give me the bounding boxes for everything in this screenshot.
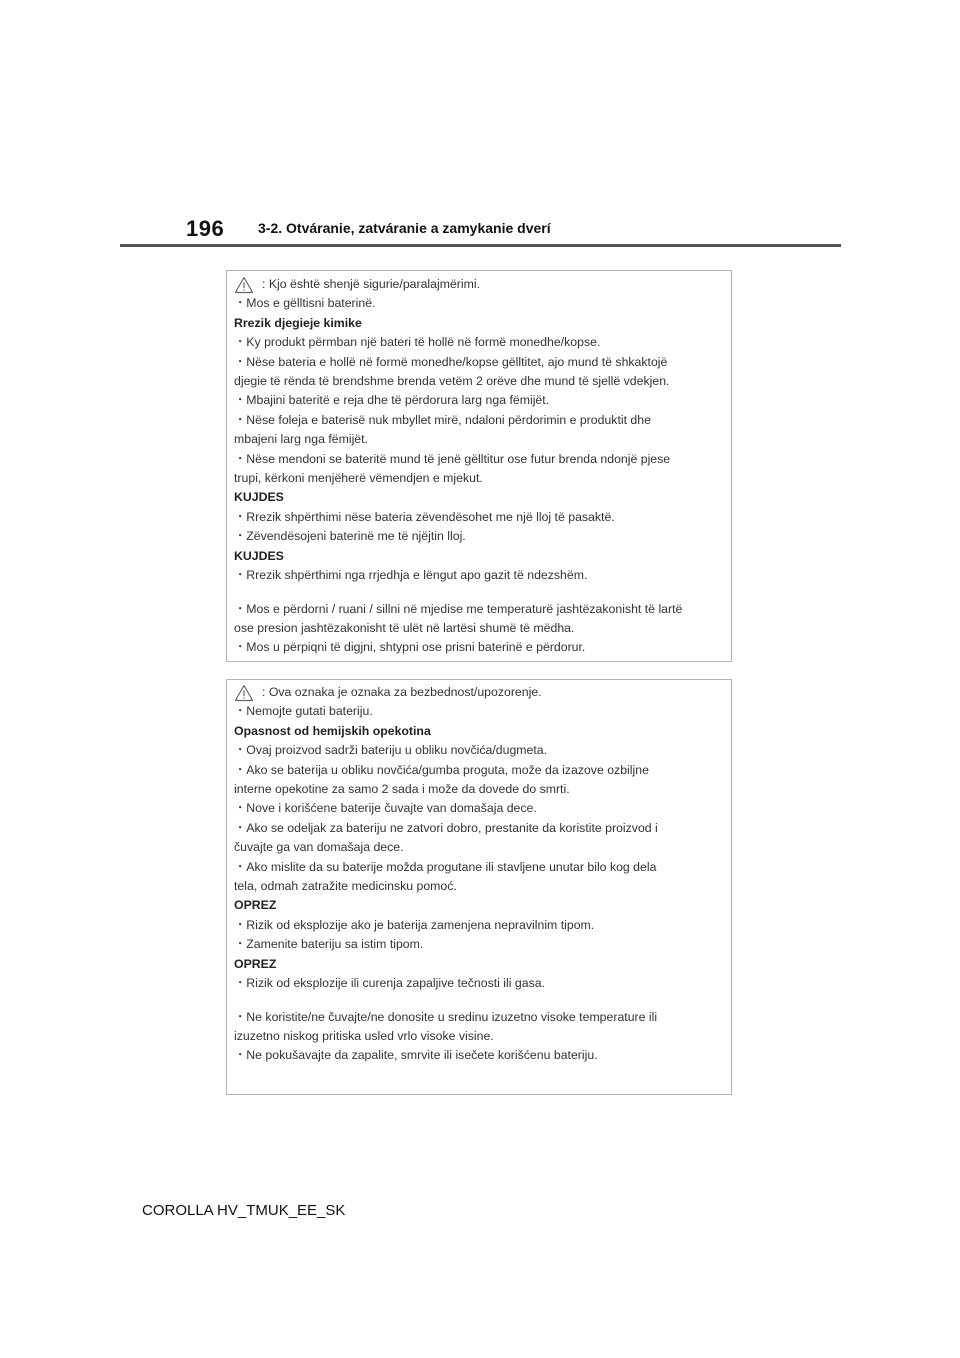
notice-line: ・Nëse bateria e hollë në formë monedhe/kopse gëlltitet, ajo mund të shkaktojë bbox=[234, 354, 668, 369]
notice-line: izuzetno niskog pritiska usled vrlo visoke visine. bbox=[234, 1028, 494, 1043]
page-number: 196 bbox=[186, 216, 225, 241]
notice-line: ・Ako se odeljak za bateriju ne zatvori dobro, prestanite da koristite proizvod i bbox=[234, 820, 658, 835]
notice-line: ・Zëvendësojeni baterinë me të njëjtin lloj. bbox=[234, 529, 466, 544]
notice-line: ・Zamenite bateriju sa istim tipom. bbox=[234, 937, 424, 952]
notice-line: ・Mos u përpiqni të digjni, shtypni ose prisni baterinë e përdorur. bbox=[234, 640, 586, 655]
notice-line: ・Nemojte gutati bateriju. bbox=[234, 704, 373, 719]
notice-line: ・Ako se baterija u obliku novčića/gumba proguta, može da izazove ozbiljne bbox=[234, 762, 649, 777]
notice-lines bbox=[234, 294, 725, 657]
notice-line: ・Ako mislite da su baterije možda progutane ili stavljene unutar bilo kog dela bbox=[234, 859, 657, 874]
notice-line: ・Nëse foleja e baterisë nuk mbyllet mirë, ndaloni përdorimin e produktit dhe bbox=[234, 412, 651, 427]
warning-intro-text: : Ova oznaka je oznaka za bezbednost/upozorenje. bbox=[262, 685, 542, 699]
notice-heading: Rrezik djegieje kimike bbox=[234, 315, 362, 330]
notice-line: interne opekotine za samo 2 sada i može da dovede do smrti. bbox=[234, 782, 570, 797]
notice-line: ・Rrezik shpërthimi nga rrjedhja e lëngut apo gazit të ndezshëm. bbox=[234, 568, 588, 583]
notice-line: ・Ky produkt përmban një bateri të hollë në formë monedhe/kopse. bbox=[234, 335, 601, 350]
notice-line: ・Rizik od eksplozije ili curenja zapaljive tečnosti ili gasa. bbox=[234, 976, 545, 991]
section-title: 3-2. Otváranie, zatváranie a zamykanie dverí bbox=[258, 220, 551, 236]
notice-heading: KUJDES bbox=[234, 490, 284, 505]
warning-triangle-icon bbox=[234, 684, 254, 702]
warning-notice-serbian bbox=[226, 679, 732, 1095]
notice-line: ・Mos e gëlltisni baterinë. bbox=[234, 296, 376, 311]
notice-lines bbox=[234, 702, 725, 1065]
notice-line: mbajeni larg nga fëmijët. bbox=[234, 432, 368, 447]
warning-intro-row bbox=[234, 683, 725, 702]
notice-line: tela, odmah zatražite medicinsku pomoć. bbox=[234, 879, 457, 894]
page-header bbox=[0, 212, 960, 252]
notice-line: ・Rrezik shpërthimi nëse bateria zëvendësohet me një lloj të pasaktë. bbox=[234, 509, 615, 524]
notice-line: ・Ovaj proizvod sadrži bateriju u obliku novčića/dugmeta. bbox=[234, 743, 548, 758]
notice-line: djegie të rënda të brendshme brenda vetëm 2 orëve dhe mund të sjellë vdekjen. bbox=[234, 374, 670, 389]
notice-line: ose presion jashtëzakonisht të ulët në lartësi shumë të mëdha. bbox=[234, 620, 575, 635]
warning-triangle-icon bbox=[234, 276, 254, 294]
notice-line: čuvajte ga van domašaja dece. bbox=[234, 840, 404, 855]
notice-line: ・Rizik od eksplozije ako je baterija zamenjena nepravilnim tipom. bbox=[234, 917, 595, 932]
header-divider bbox=[120, 244, 841, 247]
notice-line: ・Mbajini bateritë e reja dhe të përdorura larg nga fëmijët. bbox=[234, 393, 550, 408]
notice-line: ・Mos e përdorni / ruani / sillni në mjedise me temperaturë jashtëzakonisht të lartë bbox=[234, 601, 683, 616]
notice-heading: Opasnost od hemijskih opekotina bbox=[234, 723, 431, 738]
notice-line: ・Nove i korišćene baterije čuvajte van domašaja dece. bbox=[234, 801, 537, 816]
warning-notice-albanian bbox=[226, 270, 732, 662]
notice-line: ・Ne pokušavajte da zapalite, smrvite ili isečete korišćenu bateriju. bbox=[234, 1048, 598, 1063]
warning-intro-text: : Kjo është shenjë sigurie/paralajmërimi. bbox=[262, 277, 481, 291]
notice-heading: OPREZ bbox=[234, 956, 277, 971]
notice-line: trupi, kërkoni menjëherë vëmendjen e mjekut. bbox=[234, 471, 483, 486]
notice-line: ・Nëse mendoni se bateritë mund të jenë gëlltitur ose futur brenda ndonjë pjese bbox=[234, 451, 671, 466]
notice-line: ・Ne koristite/ne čuvajte/ne donosite u sredinu izuzetno visoke temperature ili bbox=[234, 1009, 658, 1024]
footer-model-code: COROLLA HV_TMUK_EE_SK bbox=[142, 1202, 346, 1219]
warning-intro-row bbox=[234, 275, 725, 294]
notice-heading: OPREZ bbox=[234, 898, 277, 913]
notice-heading: KUJDES bbox=[234, 548, 284, 563]
